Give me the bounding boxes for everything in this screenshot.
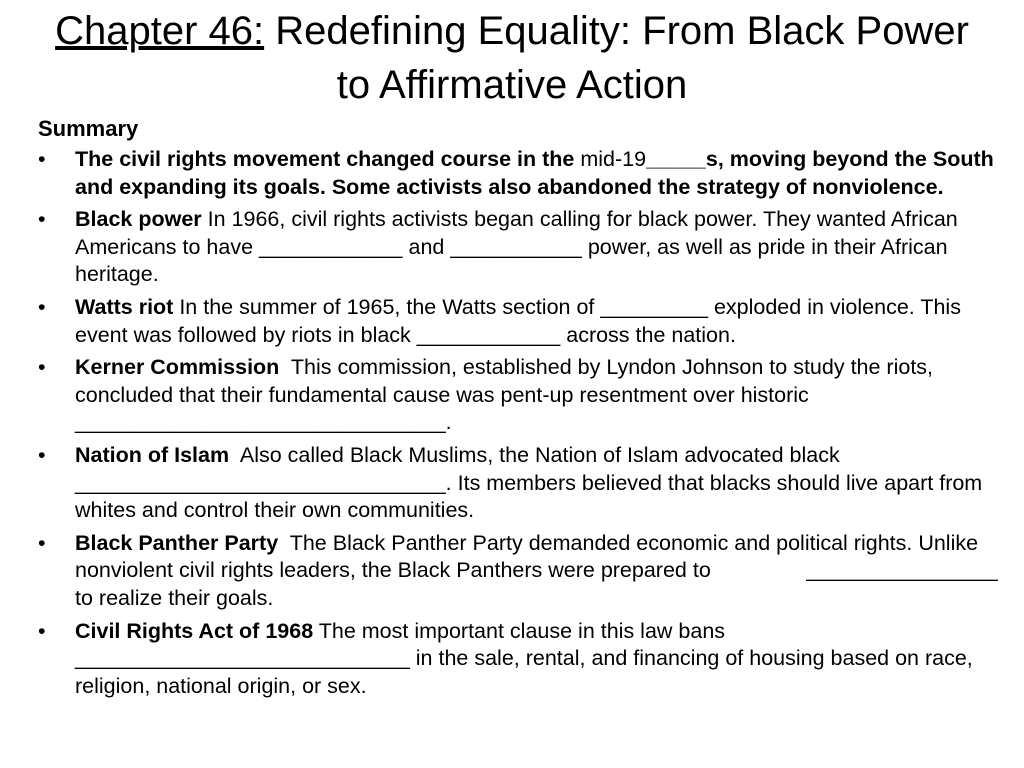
chapter-number: Chapter 46: [55, 9, 265, 53]
bullet-icon: • [38, 147, 46, 171]
term-label: Kerner Commission [75, 355, 280, 380]
list-item-black-panther-party [38, 530, 1004, 613]
term-description: Also called Black Muslims, the Nation of Islam advocated black _______________________________. Its members believed that blacks should live apart from whites and control their own communities. [75, 442, 989, 523]
list-item-nation-of-islam [38, 442, 998, 525]
bullet-icon: • [38, 355, 46, 380]
term-description: In the summer of 1965, the Watts section of _________ exploded in violence. This event was followed by riots in black ____________ across the nation. [75, 294, 961, 347]
summary-list [38, 146, 1004, 705]
bullet-icon: • [38, 530, 46, 555]
term-label: Watts riot [75, 294, 174, 319]
bullet-icon: • [38, 294, 46, 319]
term-description: In 1966, civil rights activists began calling for black power. They wanted African Americans to have ____________ and ___________ power, as well as pride in their African heritage. [75, 207, 958, 287]
list-item-course-change [38, 146, 998, 201]
bullet-plain-mid: mid-19 [580, 147, 647, 171]
bullet-bold-tail: _____s, moving beyond the South and expanding its goals. Some activists also abandoned the strategy of nonviolence. [75, 147, 994, 199]
term-label: Black power [75, 207, 202, 232]
term-label: Nation of Islam [75, 442, 230, 467]
summary-heading: Summary [38, 116, 139, 141]
list-item-black-power [38, 206, 998, 289]
chapter-title: Redefining Equality: From Black Power to Affirmative Action [264, 9, 969, 107]
term-description: The Black Panther Party demanded economic and political rights. Unlike nonviolent civil rights leaders, the Black Panthers were prepared to ________________ to realize their goals. [75, 530, 1004, 610]
slide-title [40, 4, 984, 112]
bullet-icon: • [38, 618, 46, 643]
term-description: This commission, established by Lyndon Johnson to study the riots, concluded that their fundamental cause was pent-up resentment over historic _______________________________. [75, 355, 939, 435]
term-label: Black Panther Party [75, 530, 279, 555]
term-label: Civil Rights Act of 1968 [75, 618, 314, 643]
bullet-icon: • [38, 442, 46, 467]
list-item-civil-rights-act-1968 [38, 618, 998, 701]
bullet-bold-lead: The civil rights movement changed course in the [75, 147, 581, 171]
bullet-icon: • [38, 207, 46, 232]
term-description: The most important clause in this law bans ____________________________ in the sale, rental, and financing of housing based on race, religion, national origin, or sex. [75, 618, 973, 698]
list-item-watts-riot [38, 294, 998, 349]
list-item-kerner-commission [38, 354, 998, 437]
